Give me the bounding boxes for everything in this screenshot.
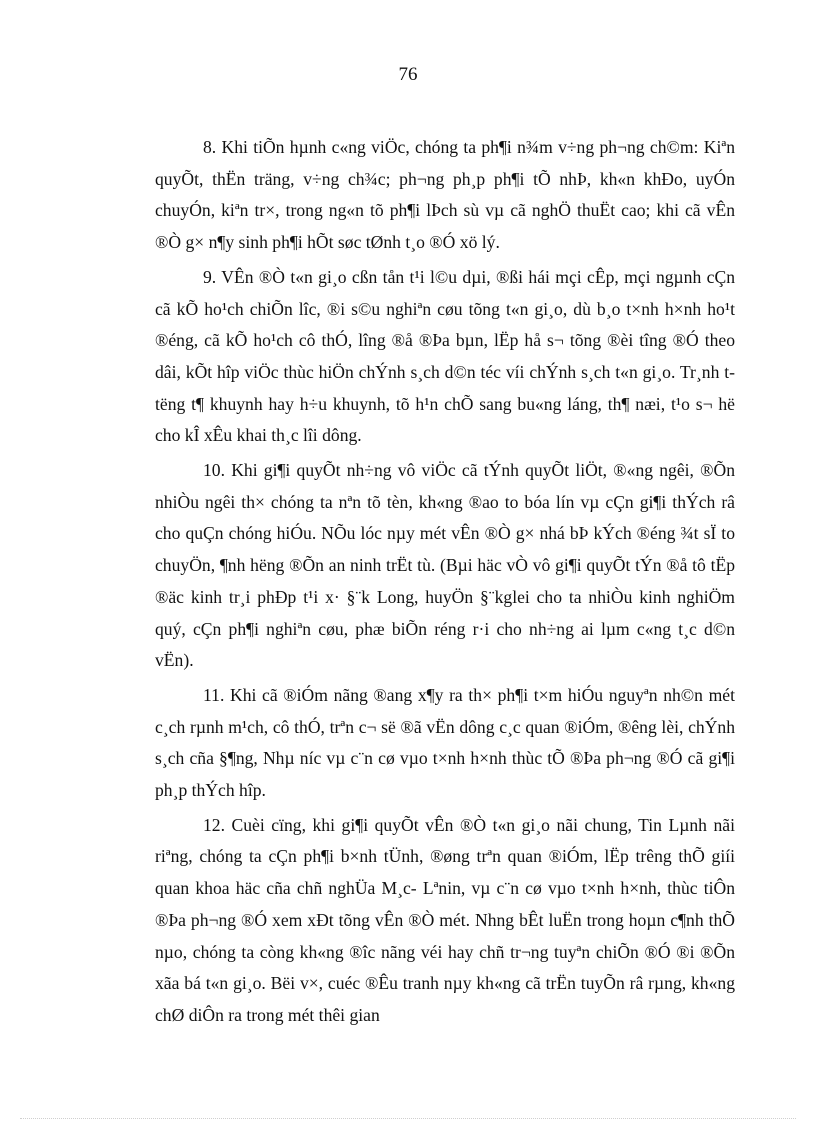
paragraph-8: 8. Khi tiÕn hµnh c«ng viÖc, chóng ta ph¶i n¾m v÷ng ph¬ng ch©m: Kiªn quyÕt, thËn träng, v÷ng ch¾c; ph¬ng ph¸p ph¶i tÕ nhÞ, kh«n khÐo, uyÓn chuyÓn, kiªn tr×, trong ng«n tõ ph¶i lÞch sù vµ cã nghÖ thuËt cao; khi cã vÊn ®Ò g× n¶y sinh ph¶i hÕt søc tØnh t¸o ®Ó xö lý. — [155, 137, 735, 253]
page-number: 76 — [398, 64, 418, 85]
paragraph-10: 10. Khi gi¶i quyÕt nh÷ng vô viÖc cã tÝnh quyÕt liÖt, ®«ng ngêi, ®Õn nhiÒu ngêi th× chóng ta nªn tõ tèn, kh«ng ®ao to bóa lín vµ cÇn gi¶i thÝch râ cho quÇn chóng hiÓu. NÕu lóc nµy mét vÊn ®Ò g× nhá bÞ kÝch ®éng ¾t sÏ to chuyÖn, ¶nh hëng ®Õn an ninh trËt tù. (Bµi häc vÒ vô gi¶i quyÕt tÝn ®å tô tËp ®äc kinh tr¸i phÐp t¹i x· §¨k Long, huyÖn §¨kglei cho ta nhiÒu kinh nghiÖm quý, cÇn ph¶i nghiªn cøu, phæ biÕn réng r·i cho nh÷ng ai lµm c«ng t¸c d©n vËn). — [155, 460, 735, 671]
paragraph-9: 9. VÊn ®Ò t«n gi¸o cßn tån t¹i l©u dµi, ®ßi hái mçi cÊp, mçi ngµnh cÇn cã kÕ ho¹ch chiÕn lîc, ®i s©u nghiªn cøu tõng t«n gi¸o, dù b¸o t×nh h×nh ho¹t ®éng, cã kÕ ho¹ch cô thÓ, lîng ®å ®Þa bµn, lËp hå s¬ tõng ®èi tîng ®Ó theo dâi, kÕt hîp viÖc thùc hiÖn chÝnh s¸ch d©n téc víi chÝnh s¸ch t«n gi¸o. Tr¸nh t tëng t¶ khuynh hay h÷u khuynh, tõ h¹n chÕ sang bu«ng láng, th¶ næi, t¹o s¬ hë cho kÎ xÊu khai th¸c lîi dông. — [155, 266, 735, 446]
body-text — [155, 132, 735, 1035]
paragraph-12: 12. Cuèi cïng, khi gi¶i quyÕt vÊn ®Ò t«n gi¸o nãi chung, Tin Lµnh nãi riªng, chóng ta cÇn ph¶i b×nh tÜnh, ®øng trªn quan ®iÓm, lËp trêng thÕ giíi quan khoa häc cña chñ nghÜa M¸c- Lªnin, vµ c¨n cø vµo t×nh h×nh, thùc tiÔn ®Þa ph¬ng ®Ó xem xÐt tõng vÊn ®Ò mét. Nhng bÊt luËn trong hoµn c¶nh thÕ nµo, chóng ta còng kh«ng ®îc nãng véi hay chñ tr¬ng tuyªn chiÕn ®Ó ®i ®Õn xãa bá t«n gi¸o. Bëi v×, cuéc ®Êu tranh nµy kh«ng cã trËn tuyÕn râ rµng, kh«ng chØ diÔn ra trong mét thêi gian — [155, 814, 735, 1025]
paragraph-11: 11. Khi cã ®iÓm nãng ®ang x¶y ra th× ph¶i t×m hiÓu nguyªn nh©n mét c¸ch rµnh m¹ch, cô thÓ, trªn c¬ së ®ã vËn dông c¸c quan ®iÓm, ®êng lèi, chÝnh s¸ch cña §¶ng, Nhµ níc vµ c¨n cø vµo t×nh h×nh thùc tÕ ®Þa ph¬ng ®Ó cã gi¶i ph¸p thÝch hîp. — [155, 684, 735, 801]
page-bottom-divider — [20, 1118, 796, 1119]
